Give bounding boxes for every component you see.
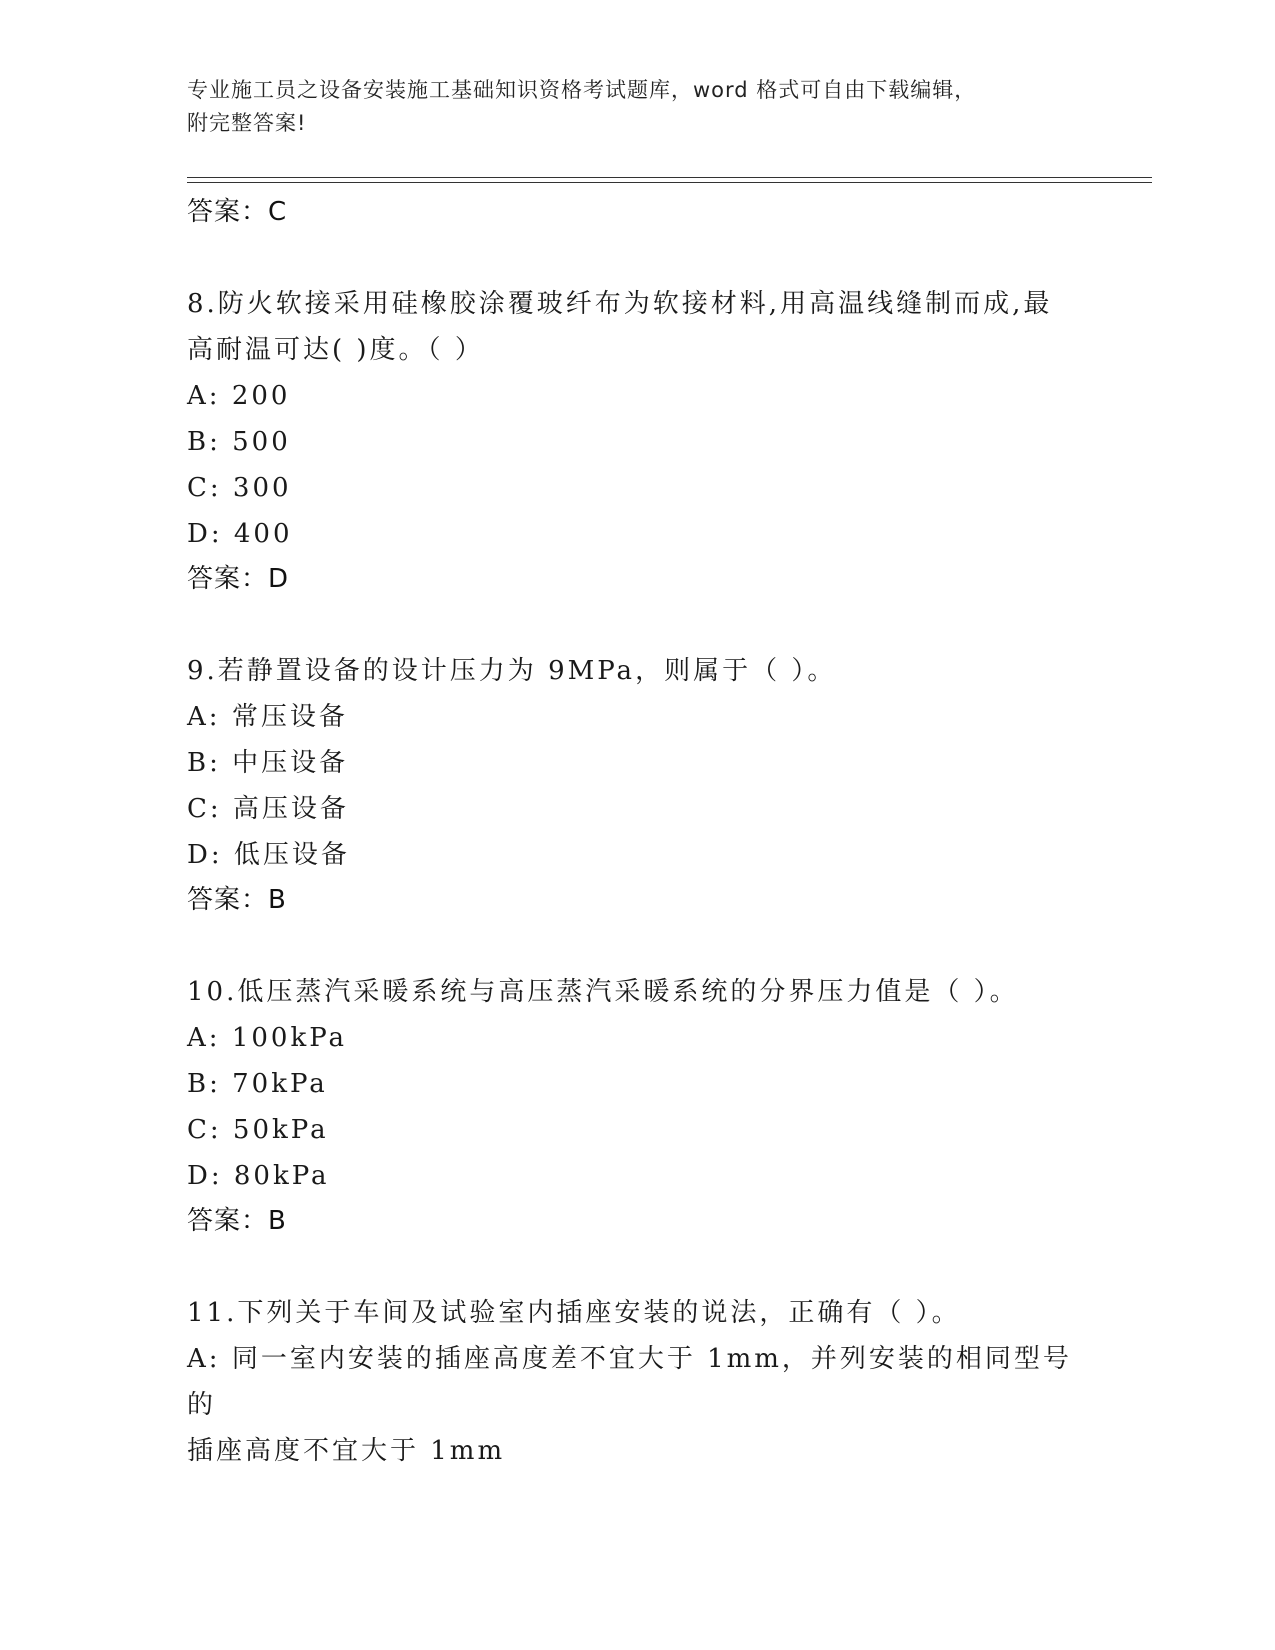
option-text: 70kPa — [232, 1069, 328, 1099]
option-text: 常压设备 — [231, 702, 348, 732]
question-stem — [187, 648, 1087, 694]
option-text: 400 — [233, 519, 293, 549]
option-text-line-2: 插座高度不宜大于 1mm — [187, 1436, 506, 1466]
option-text: 50kPa — [232, 1115, 329, 1145]
option-letter: C: — [187, 1115, 222, 1145]
answer-line: 答案：C — [187, 197, 288, 227]
answer-line: 答案：B — [187, 1206, 287, 1236]
question-stem — [187, 281, 1087, 373]
option-d — [187, 511, 1087, 557]
question-stem-line-1: 9.若静置设备的设计压力为 9MPa，则属于（ ）。 — [187, 656, 837, 686]
option-letter: A: — [187, 381, 221, 411]
option-letter: C: — [187, 794, 222, 824]
option-a — [187, 1015, 1087, 1061]
question-stem — [187, 969, 1087, 1015]
question-stem-line-1: 8.防火软接采用硅橡胶涂覆玻纤布为软接材料,用高温线缝制而成,最 — [187, 289, 1053, 319]
option-text: 高压设备 — [232, 794, 349, 824]
option-text-line-1 — [187, 1336, 1087, 1428]
question-11 — [187, 1290, 1087, 1474]
option-letter: B: — [187, 748, 221, 778]
option-a — [187, 694, 1087, 740]
option-letter: D: — [187, 1161, 223, 1191]
header-rule-bottom — [187, 182, 1152, 183]
answer-line: 答案：D — [187, 564, 290, 594]
question-stem — [187, 1290, 1087, 1336]
option-c — [187, 1107, 1087, 1153]
question-list — [187, 190, 1087, 1474]
option-text: 80kPa — [233, 1161, 330, 1191]
question-stem-line-1: 10.低压蒸汽采暖系统与高压蒸汽采暖系统的分界压力值是（ ）。 — [187, 977, 1019, 1007]
option-b — [187, 419, 1087, 465]
option-letter: A: — [187, 1023, 221, 1053]
option-letter: A: — [187, 1344, 221, 1374]
option-c — [187, 465, 1087, 511]
header-rule-top — [187, 177, 1152, 178]
option-text: 中压设备 — [232, 748, 349, 778]
page-header — [187, 74, 1087, 140]
option-text: 100kPa — [231, 1023, 348, 1053]
option-letter: D: — [187, 519, 223, 549]
header-line-1: 专业施工员之设备安装施工基础知识资格考试题库，word 格式可自由下载编辑， — [187, 78, 977, 102]
header-line-2: 附完整答案! — [187, 111, 307, 135]
answer-line: 答案：B — [187, 885, 287, 915]
option-b — [187, 1061, 1087, 1107]
option-letter: C: — [187, 473, 222, 503]
question-8 — [187, 281, 1087, 602]
option-a — [187, 1336, 1087, 1474]
question-stem-line-1: 11.下列关于车间及试验室内插座安装的说法，正确有（ ）。 — [187, 1298, 961, 1328]
question-stem-line-2: 高耐温可达( )度。（ ） — [187, 335, 484, 365]
option-b — [187, 740, 1087, 786]
option-letter: A: — [187, 702, 221, 732]
option-letter: B: — [187, 1069, 221, 1099]
question-9 — [187, 648, 1087, 923]
option-text: 500 — [232, 427, 291, 457]
option-d — [187, 1153, 1087, 1199]
option-text: 200 — [231, 381, 291, 411]
option-text: 同一室内安装的插座高度差不宜大于 1mm，并列安装的相同型号的 — [187, 1344, 1072, 1420]
option-letter: D: — [187, 840, 223, 870]
option-d — [187, 832, 1087, 878]
question-10 — [187, 969, 1087, 1244]
option-text: 300 — [232, 473, 292, 503]
option-text: 低压设备 — [233, 840, 350, 870]
option-a — [187, 373, 1087, 419]
option-c — [187, 786, 1087, 832]
option-letter: B: — [187, 427, 221, 457]
